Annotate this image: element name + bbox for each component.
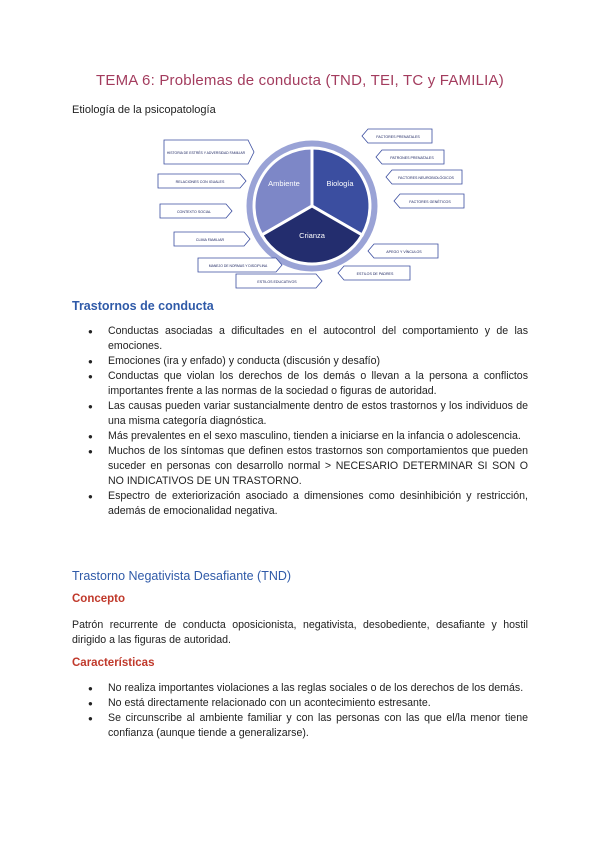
right-box-2 — [376, 150, 444, 164]
list-item: ● Más prevalentes en el sexo masculino, tienden a iniciarse en la infancia o adolescencia. — [72, 429, 528, 444]
heading-tnd: Trastorno Negativista Desafiante (TND) — [72, 569, 292, 583]
etiology-diagram — [156, 124, 468, 292]
bottom-box-3 — [368, 244, 438, 258]
concepto-text: Patrón recurrente de conducta oposicionista, negativista, desobediente, desafiante y hostil dirigido a las figuras de autoridad. — [72, 619, 528, 646]
list-item: ● Espectro de exteriorización asociado a dimensiones como desinhibición y restricción, además de emocionalidad negativa. — [72, 489, 528, 519]
bottom-box-2-label: ESTILOS EDUCATIVOS — [257, 280, 297, 284]
subtitle: Etiología de la psicopatología — [72, 104, 216, 116]
bottom-box-3-label: APEGO Y VÍNCULOS — [386, 250, 422, 254]
list-item: ● Emociones (ira y enfado) y conducta (discusión y desafío) — [72, 354, 528, 369]
list-item: ● Muchos de los síntomas que definen estos trastornos son comportamientos que pueden suceder en personas con desarrollo normal > NECESARIO DETERMINAR SI SON O NO INDICATIVOS DE UN TRASTORNO. — [72, 444, 528, 489]
segment-label-biologia: Biología — [326, 179, 354, 188]
page-title: TEMA 6: Problemas de conducta (TND, TEI, TC y FAMILIA) — [96, 72, 504, 89]
list-item: ● Las causas pueden variar sustancialmente dentro de estos trastornos y los individuos de una misma categoría diagnóstica. — [72, 399, 528, 429]
caracteristicas-list — [72, 681, 528, 741]
right-box-1-label: FACTORES PRENATALES — [376, 135, 420, 139]
list-item: ● No realiza importantes violaciones a las reglas sociales o de los derechos de los demás. — [72, 681, 528, 696]
heading-caracteristicas: Características — [72, 657, 155, 669]
bottom-box-1-label: MANEJO DE NORMAS Y DISCIPLINA — [208, 264, 268, 268]
segment-label-ambiente: Ambiente — [268, 179, 300, 188]
right-box-4-label: FACTORES GENÉTICOS — [409, 200, 451, 204]
right-box-3-label: FACTORES NEUROBIOLÓGICOS — [398, 176, 454, 180]
heading-trastornos: Trastornos de conducta — [72, 299, 214, 313]
list-item: ● Conductas que violan los derechos de los demás o llevan a la persona a conflictos importantes frente a las normas de la sociedad o figuras de autoridad. — [72, 369, 528, 399]
list-item: ● No está directamente relacionado con un acontecimiento estresante. — [72, 696, 528, 711]
bottom-box-1 — [198, 258, 282, 272]
list-item: ● Conductas asociadas a dificultades en el autocontrol del comportamiento y de las emociones. — [72, 324, 528, 354]
left-box-3 — [160, 204, 232, 218]
list-item: ● Se circunscribe al ambiente familiar y con las personas con las que el/la menor tiene confianza (aunque tiende a generalizarse). — [72, 711, 528, 741]
right-box-4 — [394, 194, 464, 208]
right-box-1 — [362, 129, 432, 143]
left-box-2 — [158, 174, 246, 188]
bottom-box-4 — [338, 266, 410, 280]
right-box-3 — [386, 170, 462, 184]
trastornos-list — [72, 324, 528, 519]
heading-concepto: Concepto — [72, 593, 126, 605]
left-box-4 — [174, 232, 250, 246]
left-box-1 — [164, 140, 254, 164]
left-box-1-label: HISTORIA DE ESTRÉS Y ADVERSIDAD FAMILIAR — [166, 151, 246, 155]
bottom-box-2 — [236, 274, 322, 288]
segment-label-crianza: Crianza — [299, 231, 325, 240]
left-box-2-label: RELACIONES CON IGUALES — [175, 180, 225, 184]
bottom-box-4-label: ESTILOS DE PADRES — [356, 272, 394, 276]
left-box-3-label: CONTEXTO SOCIAL — [176, 210, 212, 214]
right-box-2-label: PATRONES PRENATALES — [390, 156, 434, 160]
left-box-4-label: CLIMA FAMILIAR — [195, 238, 225, 242]
